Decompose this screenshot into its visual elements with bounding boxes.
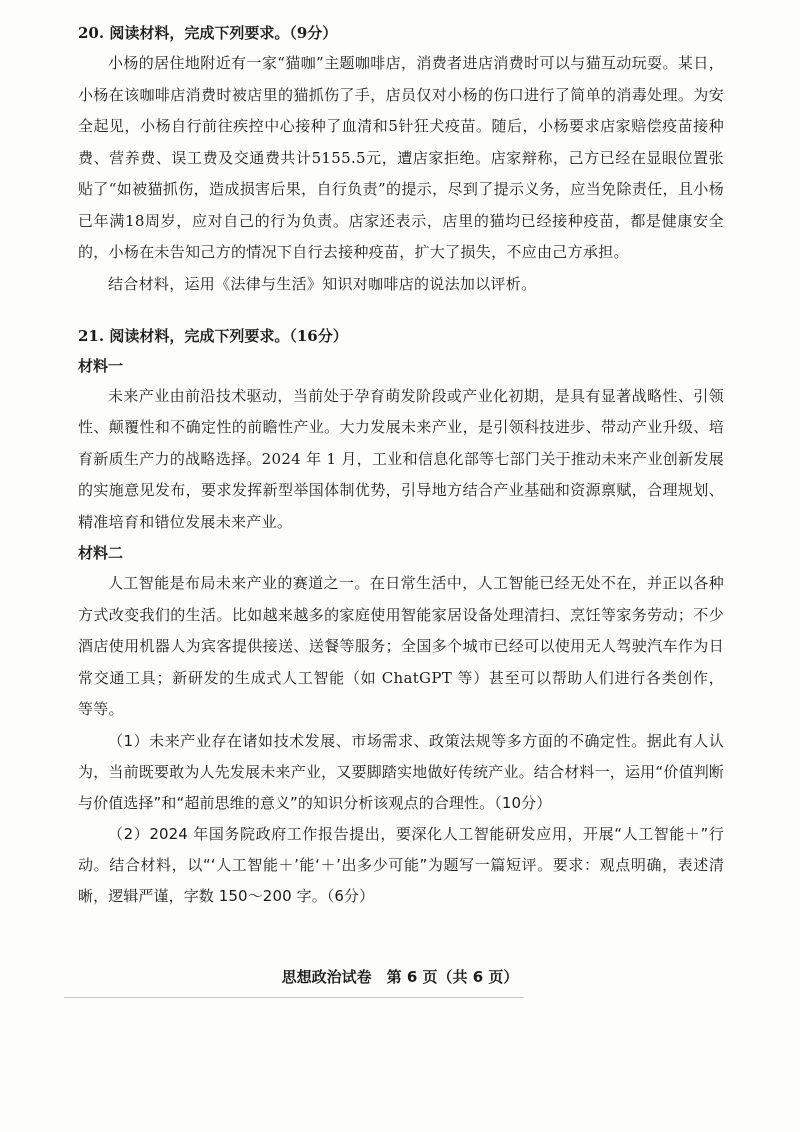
question-20 — [78, 18, 724, 299]
spacer — [78, 299, 724, 321]
question-21 — [78, 321, 724, 912]
material-1-text: 未来产业由前沿技术驱动，当前处于孕育萌发阶段或产业化初期，是具有显著战略性、引领性、颠覆性和不确定性的前瞻性产业。大力发展未来产业，是引领科技进步、带动产业升级、培育新质生产力的战略选择。2024 年 1 月，工业和信息化部等七部门关于推动未来产业创新发展的实施意见发布，要求发挥新型举国体制优势，引导地方结合产业基础和资源禀赋，合理规划、精准培育和错位发展未来产业。 — [78, 386, 724, 531]
question-20-heading: 20. 阅读材料，完成下列要求。（9分） — [78, 24, 338, 42]
sub-question-1: （1）未来产业存在诸如技术发展、市场需求、政策法规等多方面的不确定性。据此有人认为，当前既要敢为人先发展未来产业，又要脚踏实地做好传统产业。结合材料一，运用“价值判断与价值选择”和“超前思维的意义”的知识分析该观点的合理性。（10分） — [78, 731, 724, 812]
question-20-task: 结合材料，运用《法律与生活》知识对咖啡店的说法加以评析。 — [108, 274, 537, 293]
page-content — [78, 18, 724, 912]
sub-question-2: （2）2024 年国务院政府工作报告提出，要深化人工智能研发应用，开展“人工智能＋”行动。结合材料，以“‘人工智能＋’能‘＋’出多少可能”为题写一篇短评。要求：观点明确，表述清晰，逻辑严谨，字数 150～200 字。（6分） — [78, 824, 724, 905]
material-1-title: 材料一 — [78, 356, 124, 375]
material-2-title: 材料二 — [78, 544, 124, 562]
question-21-heading: 21. 阅读材料，完成下列要求。（16分） — [78, 326, 348, 345]
question-20-material: 小杨的居住地附近有一家“猫咖”主题咖啡店，消费者进店消费时可以与猫互动玩耍。某日，小杨在该咖啡店消费时被店里的猫抓伤了手，店员仅对小杨的伤口进行了简单的消毒处理。为安全起见，小杨自行前往疾控中心接种了血清和5针狂犬疫苗。随后，小杨要求店家赔偿疫苗接种费、营养费、误工费及交通费共计5155.5元，遭店家拒绝。店家辩称，己方已经在显眼位置张贴了“如被猫抓伤，造成损害后果，自行负责”的提示，尽到了提示义务，应当免除责任，且小杨已年满18周岁，应对自己的行为负责。店家还表示，店里的猫均已经接种疫苗，都是健康安全的，小杨在未告知己方的情况下自行去接种疫苗，扩大了损失，不应由己方承担。 — [78, 54, 724, 261]
page-footer: 思想政治试卷 第 6 页（共 6 页） — [281, 968, 519, 986]
material-2-text: 人工智能是布局未来产业的赛道之一。在日常生活中，人工智能已经无处不在，并正以各种方式改变我们的生活。比如越来越多的家庭使用智能家居设备处理清扫、烹饪等家务劳动；不少酒店使用机器人为宾客提供接送、送餐等服务；全国多个城市已经可以使用无人驾驶汽车作为日常交通工具；新研发的生成式人工智能（如 ChatGPT 等）甚至可以帮助人们进行各类创作，等等。 — [78, 574, 724, 718]
footer-divider — [64, 997, 524, 998]
